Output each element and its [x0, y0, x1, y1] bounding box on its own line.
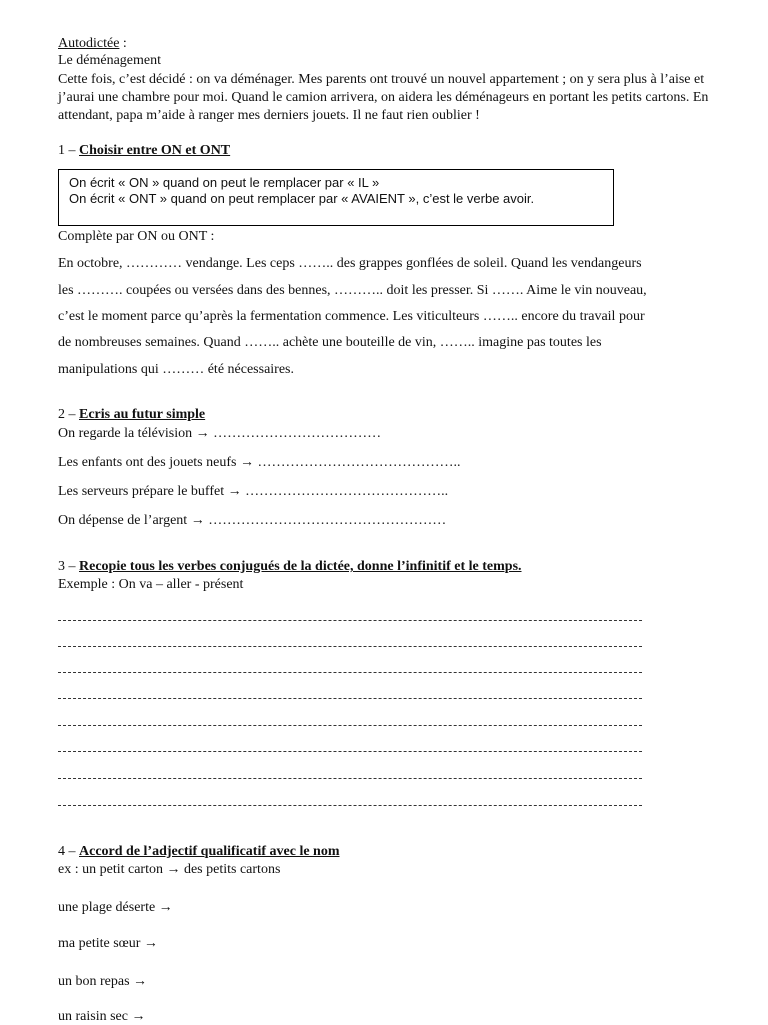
adjective-item: ma petite sœur → — [58, 936, 158, 951]
dictation-text: Cette fois, c’est décidé : on va déménager. Mes parents ont trouvé un nouvel appartement ; on y sera plus à l’aise et j’aurai une chambre pour moi. Quand le camion arrivera, on aidera les déménageurs en portant les petits cartons. En attendant, papa m’aide à ranger mes derniers jouets. Il ne faut rien oublier ! — [58, 72, 709, 123]
adjective-item: un raisin sec → — [58, 1009, 146, 1024]
future-exercise-item: On dépense de l’argent → …………………………………………… — [58, 513, 447, 528]
rule-on: On écrit « ON » quand on peut le remplacer par « IL » — [69, 175, 380, 190]
section3-heading — [58, 559, 522, 575]
section3-example: Exemple : On va – aller - présent — [58, 577, 244, 592]
exercise1-line: de nombreuses semaines. Quand …….. achète une bouteille de vin, …….. imagine pas toutes les — [58, 335, 602, 350]
future-exercise-item: Les enfants ont des jouets neufs → …………………………………….. — [58, 455, 461, 470]
adjective-item: une plage déserte → — [58, 900, 173, 915]
exercise1-line: c’est le moment parce qu’après la fermentation commence. Les viticulteurs …….. encore du travail pour — [58, 309, 645, 324]
section4-heading — [58, 844, 340, 860]
section1-heading — [58, 143, 230, 159]
answer-line — [58, 646, 642, 647]
section2-heading — [58, 407, 205, 423]
section2-number: 2 – — [58, 407, 79, 422]
rule-ont: On écrit « ONT » quand on peut remplacer par « AVAIENT », c’est le verbe avoir. — [69, 191, 535, 206]
answer-line — [58, 805, 642, 806]
answer-line — [58, 751, 642, 752]
exercise1-line: manipulations qui ……… été nécessaires. — [58, 362, 294, 377]
adjective-item: un bon repas → — [58, 974, 148, 989]
future-exercise-item: On regarde la télévision → ……………………………… — [58, 426, 382, 441]
worksheet-title — [58, 36, 127, 52]
section1-instruction: Complète par ON ou ONT : — [58, 229, 215, 244]
section4-example: ex : un petit carton → des petits cartons — [58, 862, 281, 877]
answer-line — [58, 778, 642, 779]
answer-line — [58, 620, 642, 621]
section2-title: Ecris au futur simple — [79, 407, 206, 422]
dictation-subtitle: Le déménagement — [58, 53, 162, 68]
section3-title: Recopie tous les verbes conjugués de la dictée, donne l’infinitif et le temps. — [79, 559, 522, 574]
section4-number: 4 – — [58, 844, 79, 859]
exercise1-line: En octobre, ………… vendange. Les ceps …….. des grappes gonflées de soleil. Quand les vendangeurs — [58, 256, 642, 271]
answer-line — [58, 698, 642, 699]
title-text: Autodictée — [58, 36, 120, 51]
answer-line — [58, 672, 642, 673]
title-colon: : — [119, 36, 127, 51]
answer-line — [58, 725, 642, 726]
section1-title: Choisir entre ON et ONT — [79, 143, 231, 158]
section1-number: 1 – — [58, 143, 79, 158]
rule-box — [58, 169, 614, 226]
exercise1-line: les ………. coupées ou versées dans des bennes, ……….. doit les presser. Si ……. Aime le vin nouveau, — [58, 283, 647, 298]
section3-number: 3 – — [58, 559, 79, 574]
future-exercise-item: Les serveurs prépare le buffet → …………………………………….. — [58, 484, 449, 499]
section4-title: Accord de l’adjectif qualificatif avec le nom — [79, 844, 340, 859]
